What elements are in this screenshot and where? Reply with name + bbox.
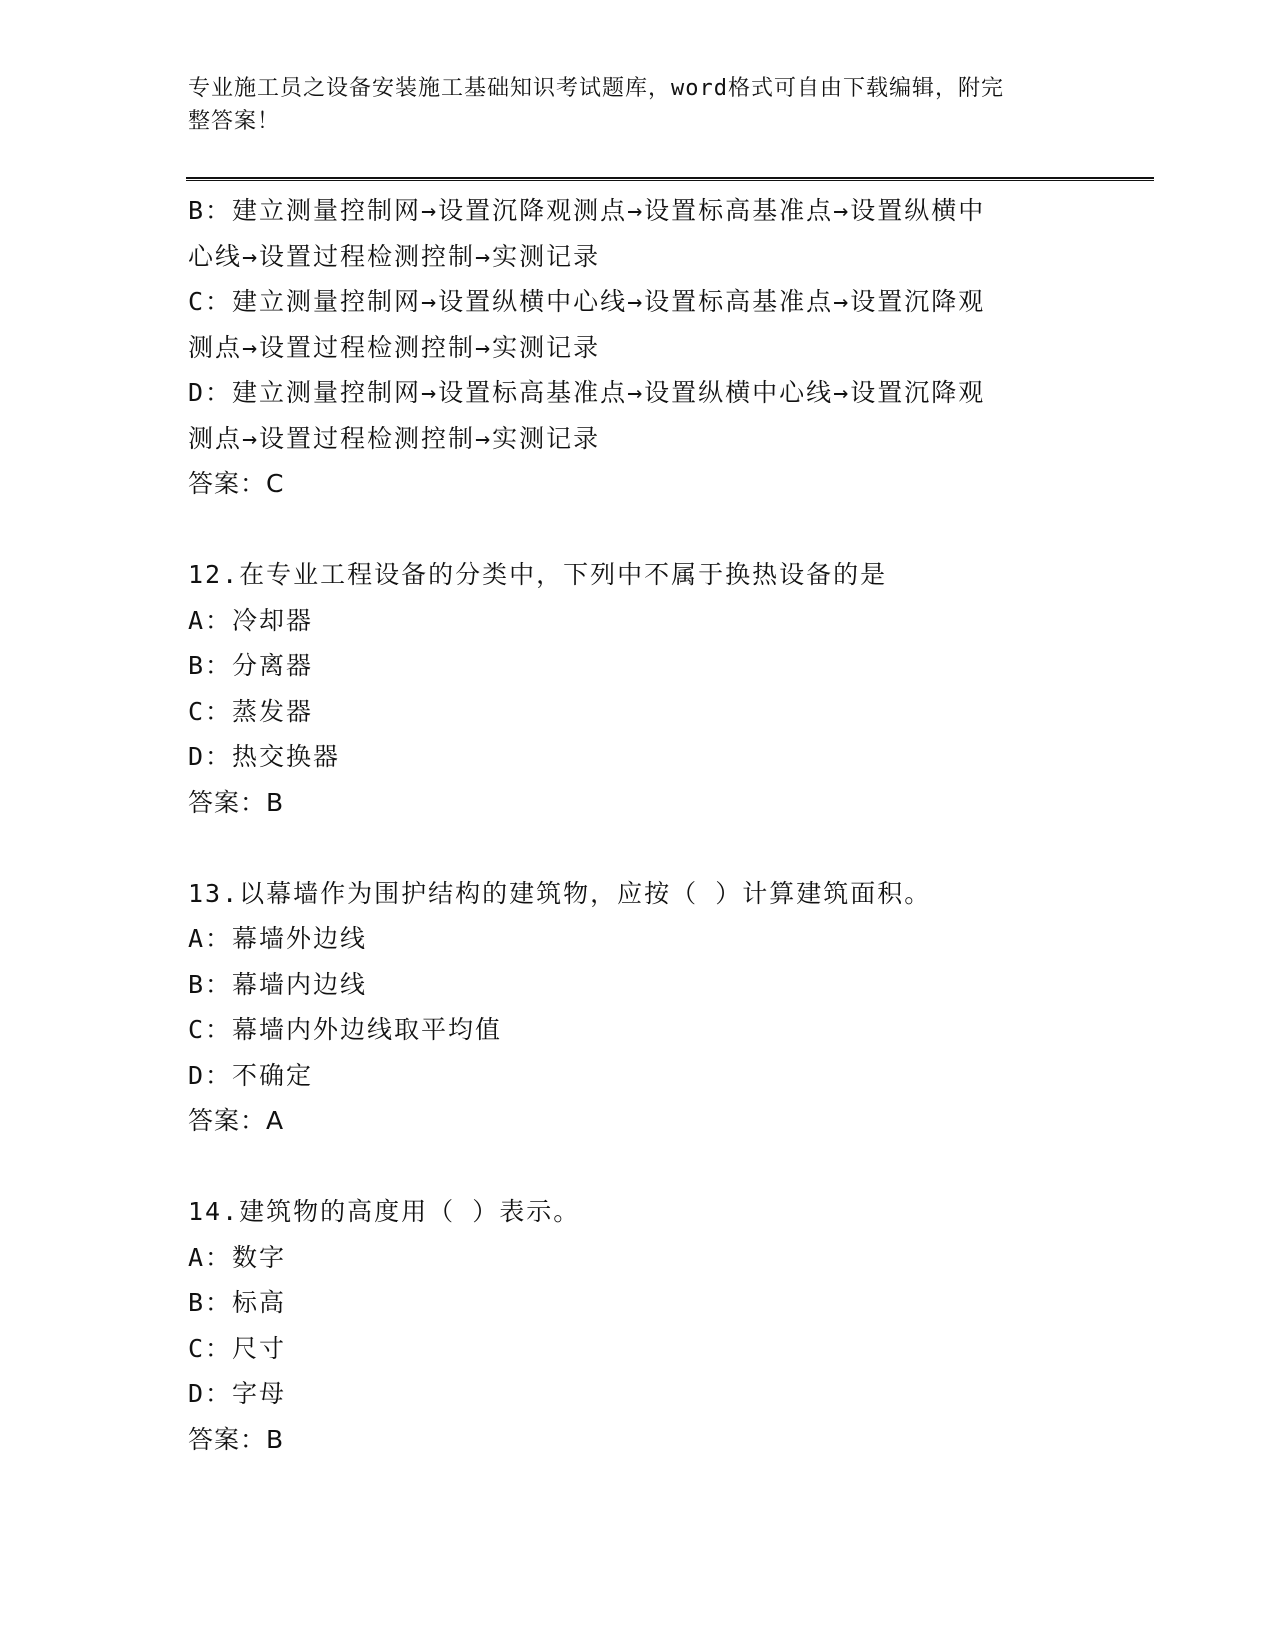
question-13: [188, 871, 1088, 1144]
question-text: 14.建筑物的高度用（ ）表示。: [188, 1197, 581, 1226]
option-c-line-1: C：建立测量控制网→设置纵横中心线→设置标高基准点→设置沉降观: [188, 287, 986, 316]
option-c: C：尺寸: [188, 1333, 287, 1363]
option-a: A：冷却器: [188, 605, 314, 635]
header-line-2: 整答案！: [188, 109, 281, 134]
document-header: [188, 72, 1068, 138]
option-b: B：幕墙内边线: [188, 969, 368, 999]
option-d-line-1: D：建立测量控制网→设置标高基准点→设置纵横中心线→设置沉降观: [188, 378, 986, 407]
option-d: D：字母: [188, 1379, 287, 1408]
spacer: [188, 825, 1088, 871]
header-divider: [186, 177, 1154, 181]
question-text: 13.以幕墙作为围护结构的建筑物，应按（ ）计算建筑面积。: [188, 878, 932, 908]
spacer: [188, 1144, 1088, 1190]
option-d-line-2: 测点→设置过程检测控制→实测记录: [188, 423, 601, 453]
option-b: B：标高: [188, 1288, 287, 1317]
header-line-1: 专业施工员之设备安装施工基础知识考试题库，word格式可自由下载编辑，附完: [188, 76, 1004, 101]
option-b-line-2: 心线→设置过程检测控制→实测记录: [188, 241, 601, 271]
question-12: [188, 552, 1088, 825]
option-a: A：幕墙外边线: [188, 924, 368, 953]
option-b: B：分离器: [188, 651, 314, 680]
option-b-line-1: B：建立测量控制网→设置沉降观测点→设置标高基准点→设置纵横中: [188, 196, 986, 225]
answer: 答案：A: [188, 1106, 285, 1135]
spacer: [188, 507, 1088, 553]
question-list: [188, 188, 1088, 1462]
answer: 答案：B: [188, 787, 285, 817]
option-d: D：热交换器: [188, 742, 341, 771]
option-c: C：蒸发器: [188, 696, 314, 726]
answer: 答案：C: [188, 469, 285, 498]
question-14: [188, 1189, 1088, 1462]
answer: 答案：B: [188, 1424, 285, 1454]
question-text: 12.在专业工程设备的分类中，下列中不属于换热设备的是: [188, 560, 888, 589]
option-c-line-2: 测点→设置过程检测控制→实测记录: [188, 332, 601, 362]
option-a: A：数字: [188, 1242, 287, 1272]
question-11: [188, 188, 1088, 507]
option-c: C：幕墙内外边线取平均值: [188, 1015, 503, 1044]
option-d: D：不确定: [188, 1060, 314, 1090]
